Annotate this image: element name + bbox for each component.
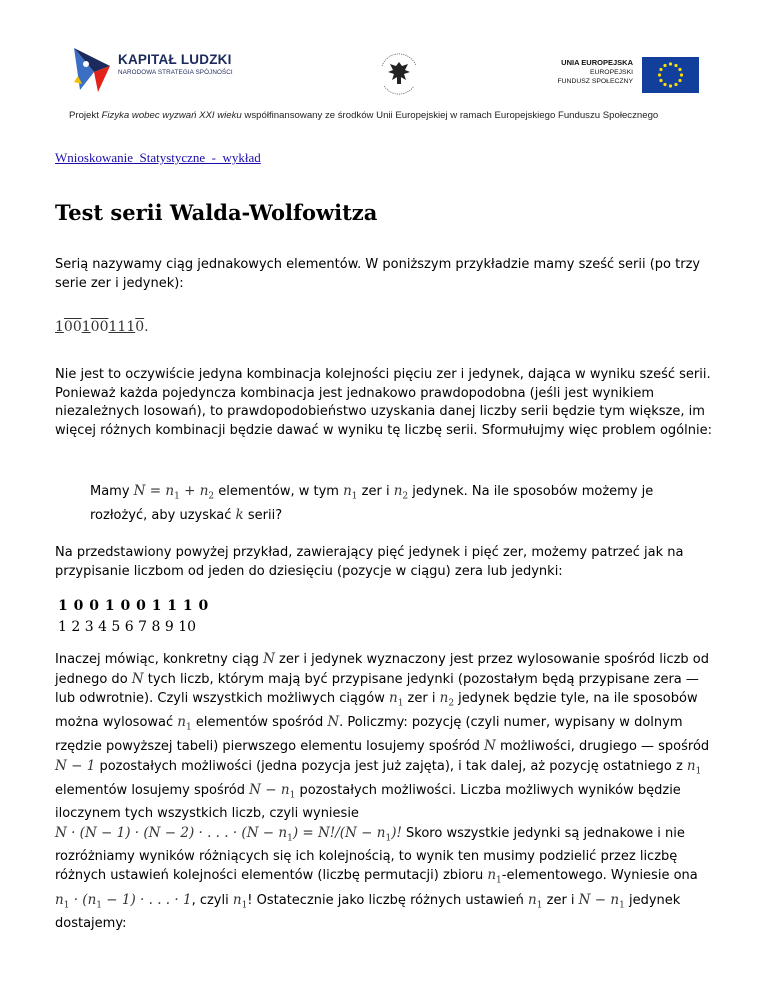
formula-product: N · (N − 1) · (N − 2) · . . . · $(N - n_1) = N!/(N - n_1)$! bbox=[55, 824, 402, 844]
math-inline: $n_1$ bbox=[528, 891, 543, 911]
formula-part: ) = N!/(N − n bbox=[292, 824, 386, 841]
formula-part: N · (N − 1) · (N − 2) · . . . · (N − n bbox=[55, 824, 288, 841]
series-run: 00 bbox=[90, 319, 109, 335]
p4-text: zer i bbox=[542, 892, 579, 908]
math-part: n bbox=[393, 483, 403, 499]
formula-factorial: $n_1 \cdot (n_1 - 1)$ · . . . · 1 bbox=[55, 891, 192, 911]
math-part: n bbox=[343, 483, 352, 499]
eu-text-block bbox=[548, 58, 633, 85]
kapital-ludzki-title: KAPITAŁ LUDZKI bbox=[118, 52, 232, 67]
paragraph-4 bbox=[55, 650, 715, 933]
p4-text: -elementowego. Wyniesie ona bbox=[501, 868, 698, 884]
math-sub: 2 bbox=[402, 491, 409, 502]
kapital-ludzki-subtitle: NARODOWA STRATEGIA SPÓJNOŚCI bbox=[118, 69, 233, 76]
math-sub: 1 bbox=[351, 491, 358, 502]
series-run: 00 bbox=[63, 319, 82, 335]
series-run: 1 bbox=[81, 319, 91, 335]
math-inline: $n_1$ bbox=[232, 891, 248, 911]
math-inline: $n_1$ bbox=[177, 714, 192, 733]
math-sub: 1 bbox=[174, 491, 180, 502]
breadcrumb-link[interactable]: Wnioskowanie_Statystyczne_-_wykład bbox=[55, 150, 261, 165]
math-inline: $N - n_1$ bbox=[249, 782, 296, 801]
sequence-table bbox=[58, 596, 209, 638]
p4-text: Skoro wszystkie jedynki są jednakowe i nie rozróżniamy wyników różniących się ich kolejnością, to wynik ten musimy podzielić przez liczbę różnych ustawień kolejności elementów (liczbę permutacji) zbioru bbox=[55, 825, 685, 884]
p4-text: możliwości, drugiego — spośród bbox=[495, 739, 710, 755]
paragraph-2: Nie jest to oczywiście jedyna kombinacja kolejności pięciu zer i jedynek, dająca w wyniku sześć serii. Ponieważ każda pojedyncza kombinacja jest jednakowo prawdopodobna (jeśli jest wynikiem niezależnych losowań), to prawdopodobieństwo uzyskania danej liczby serii będzie tym większe, im więcej różnych kombinacji będzie dawać w wyniku tę liczbę serii. Sformułujmy więc problem ogólnie: bbox=[55, 367, 712, 438]
p4-text: pozostałych możliwości (jedna pozycja jest już zajęta), i tak dalej, aż pozycję ostatniego z bbox=[95, 758, 687, 774]
math-inline bbox=[393, 483, 409, 502]
p4-text: Inaczej mówiąc, konkretny ciąg bbox=[55, 652, 264, 667]
kapital-ludzki-emblem-icon bbox=[70, 46, 116, 96]
series-example bbox=[55, 318, 715, 337]
p4-text: elementów spośród bbox=[191, 715, 328, 731]
p4-text: tych liczb, którym mają być przypisane jedynki (pozostałym będą przypisane zera — lub odwrotnie). Czyli wszystkich możliwych ciągów bbox=[55, 671, 699, 706]
paragraph-3: Na przedstawiony powyżej przykład, zawierający pięć jedynek i pięć zer, możemy patrzeć jak na przypisanie liczbom od jeden do dziesięciu (pozycje w ciągu) zera lub jedynki: bbox=[55, 545, 684, 579]
math-inline: N bbox=[327, 714, 340, 731]
series-run: 111 bbox=[108, 319, 136, 335]
math-inline: N bbox=[484, 738, 496, 755]
math-inline: k bbox=[235, 507, 244, 524]
math-part: + n bbox=[179, 483, 209, 499]
intro-paragraph: Serią nazywamy ciąg jednakowych elementów. W poniższym przykładzie mamy sześć serii (po trzy serie zer i jedynek): bbox=[55, 257, 701, 291]
math-inline: $N - n_1$ bbox=[578, 891, 625, 911]
math-inline: $n_1$ bbox=[487, 867, 502, 887]
p4-text: zer i bbox=[403, 691, 440, 706]
series-run: 1 bbox=[55, 319, 64, 335]
math-inline: N bbox=[131, 670, 144, 687]
math-inline: $n_1$ bbox=[686, 757, 702, 777]
p4-text: jedynek dostajemy: bbox=[55, 892, 681, 931]
p4-text: zer i jedynek wyznaczony jest przez wylosowanie spośród liczb od jednego do bbox=[55, 652, 710, 687]
problem-statement bbox=[90, 482, 690, 526]
q-text: Mamy bbox=[90, 484, 134, 499]
p4-text: elementów losujemy spośród bbox=[55, 783, 250, 799]
table-row-digits: 1 0 0 1 0 0 1 1 1 0 bbox=[58, 598, 209, 614]
math-part: N = n bbox=[133, 483, 175, 499]
math-inline: N bbox=[263, 651, 275, 667]
p4-text: ! Ostatecznie jako liczbę różnych ustawień bbox=[247, 892, 529, 908]
page-title: Test serii Walda-Wolfowitza bbox=[55, 200, 378, 225]
series-tail: . bbox=[144, 319, 149, 335]
eu-line-2: EUROPEJSKI bbox=[589, 69, 633, 76]
formula-part: − 1) · . . . · 1 bbox=[102, 891, 192, 908]
project-caption bbox=[69, 110, 658, 121]
university-seal bbox=[374, 52, 424, 96]
math-inline: $n_1$ bbox=[388, 690, 404, 709]
eu-flag bbox=[642, 57, 699, 93]
q-text: jedynek. Na ile sposobów możemy je rozłożyć, aby uzyskać bbox=[90, 484, 654, 524]
formula-part: n bbox=[55, 891, 64, 908]
eu-stars-icon bbox=[642, 57, 699, 93]
q-text: serii? bbox=[243, 508, 283, 524]
math-inline: $n_2$ bbox=[439, 690, 455, 709]
math-inline bbox=[343, 483, 358, 502]
formula-part: · (n bbox=[69, 891, 97, 908]
math-inline bbox=[133, 483, 215, 502]
math-sub: 2 bbox=[208, 491, 215, 502]
eu-title: UNIA EUROPEJSKA bbox=[561, 58, 633, 67]
math-inline: N − 1 bbox=[55, 757, 96, 774]
kapital-ludzki-logo bbox=[70, 46, 250, 96]
q-text: elementów, w tym bbox=[214, 484, 344, 499]
eu-line-3: FUNDUSZ SPOŁECZNY bbox=[557, 78, 633, 85]
project-name: Fizyka wobec wyzwań XXI wieku bbox=[101, 110, 242, 121]
table-row-positions: 1 2 3 4 5 6 7 8 9 10 bbox=[58, 619, 197, 635]
formula-part: )! bbox=[391, 824, 402, 841]
header-banner bbox=[0, 0, 768, 135]
eagle-seal-icon bbox=[374, 52, 424, 96]
q-text: zer i bbox=[357, 484, 394, 499]
p4-text: jedynek będzie tyle, na ile sposobów można wylosować bbox=[55, 691, 698, 731]
series-run: 0 bbox=[135, 319, 145, 335]
project-suffix: współfinansowany ze środków Unii Europejskiej w ramach Europejskiego Funduszu Społecznego bbox=[241, 110, 659, 121]
project-prefix: Projekt bbox=[69, 110, 102, 121]
p4-text: pozostałych możliwości. Liczba możliwych wyników będzie iloczynem tych wszystkich liczb, czyli wyniesie bbox=[55, 783, 681, 822]
p4-text: . Policzmy: pozycję (czyli numer, wypisany w dolnym rzędzie powyższej tabeli) pierwszego elementu losujemy spośród bbox=[55, 715, 683, 755]
p4-text: , czyli bbox=[191, 892, 233, 908]
